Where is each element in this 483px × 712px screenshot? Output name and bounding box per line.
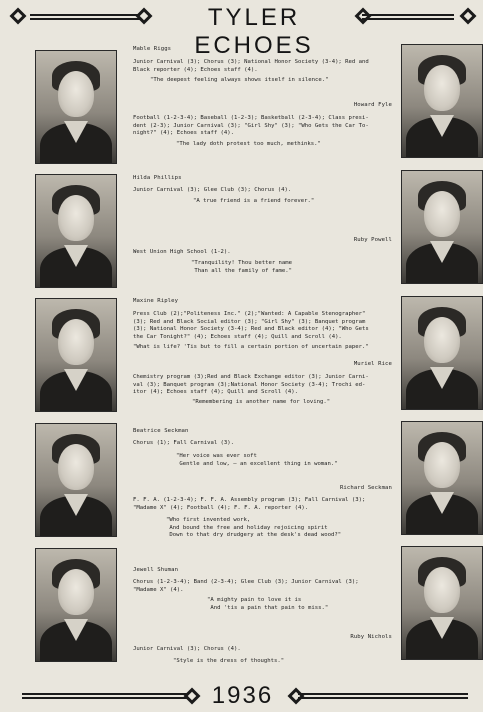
student-quote: "Who first invented work, And bound the free and holiday rejoicing spirit Down to that dry drudgery at the desk's dead wood?" xyxy=(166,517,342,538)
portrait-jewell-shuman xyxy=(35,548,117,662)
header-ornament-left-outer-icon xyxy=(10,8,27,25)
page-year: 1936 xyxy=(211,682,274,709)
portrait-ruby-nichols xyxy=(401,546,483,660)
footer-rule-right xyxy=(298,693,468,699)
student-quote: "What is life? 'Tis but to fill a certain portion of uncertain paper." xyxy=(133,344,369,350)
student-activities: Chorus (1); Fall Carnival (3). xyxy=(133,440,235,446)
student-activities: Chorus (1-2-3-4); Band (2-3-4); Glee Club (3); Junior Carnival (3); "Madame X" (4). xyxy=(133,579,359,593)
student-name: Richard Seckman xyxy=(339,485,392,491)
footer-rule-left xyxy=(22,693,194,699)
student-activities: F. F. A. (1-2-3-4); F. F. A. Assembly program (3); Fall Carnival (3); "Madame X" (4); Football (4); F. F. A. reporter (4). xyxy=(133,497,366,511)
portrait-maxine-ripley xyxy=(35,298,117,412)
portrait-richard-seckman xyxy=(401,421,483,535)
student-activities: Junior Carnival (3); Glee Club (3); Chorus (4). xyxy=(133,187,292,193)
student-quote: "The lady doth protest too much, methinks." xyxy=(176,141,321,147)
portrait-muriel-rice xyxy=(401,296,483,410)
student-quote: "Style is the dress of thoughts." xyxy=(173,658,285,664)
student-name: Howard Fyle xyxy=(353,102,392,108)
portrait-howard-fyle xyxy=(401,44,483,158)
student-quote: "Tranquility! Thou better name Than all the family of fame." xyxy=(191,260,293,274)
student-name: Muriel Rice xyxy=(353,361,392,367)
student-activities: West Union High School (1-2). xyxy=(133,249,231,255)
portrait-ruby-powell xyxy=(401,170,483,284)
portrait-hilda-phillips xyxy=(35,174,117,288)
student-quote: "A mighty pain to love it is And 'tis a pain that pain to miss." xyxy=(207,597,329,611)
student-activities: Junior Carnival (3); Chorus (3); National Honor Society (3-4); Red and Black reporter (4); Echoes staff (4). xyxy=(133,59,369,73)
student-quote: "The deepest feeling always shows itself in silence." xyxy=(150,77,329,83)
footer-ornament-left-icon xyxy=(184,688,201,705)
student-name: Beatrice Seckman xyxy=(133,428,189,434)
portrait-beatrice-seckman xyxy=(35,423,117,537)
header-rule-left xyxy=(30,14,148,20)
header-ornament-right-outer-icon xyxy=(460,8,477,25)
student-name: Hilda Phillips xyxy=(133,175,182,181)
portrait-mable-riggs xyxy=(35,50,117,164)
student-name: Ruby Powell xyxy=(353,237,392,243)
student-name: Mable Riggs xyxy=(133,46,172,52)
student-quote: "Remembering is another name for loving." xyxy=(192,399,331,405)
student-quote: "Her voice was ever soft Gentle and low, — an excellent thing in woman." xyxy=(176,453,338,467)
student-name: Ruby Nichols xyxy=(350,634,392,640)
header-rule-right xyxy=(362,14,454,20)
student-name: Jewell Shuman xyxy=(133,567,179,573)
header-ornament-left-inner-icon xyxy=(136,8,153,25)
student-quote: "A true friend is a friend forever." xyxy=(193,198,315,204)
student-activities: Chemistry program (3);Red and Black Exchange editor (3); Junior Carni- val (3); Banquet program (3);National Honor Society (3-4); Trochi ed- itor (4); Echoes staff (4); Quill and Scroll (4). xyxy=(133,374,369,395)
student-activities: Press Club (2);"Politeness Inc." (2);"Wanted: A Capable Stenographer" (3); Red and Black Social editor (3); "Girl Shy" (3); Banquet program (3); National Honor Society (3-4); Red and Black editor (4); "Who Gets the Car Tonight?" (4); Echoes staff (4); Quill and Scroll (4). xyxy=(133,311,369,340)
student-activities: Junior Carnival (3); Chorus (4). xyxy=(133,646,241,652)
student-name: Maxine Ripley xyxy=(133,298,179,304)
page-title: TYLER ECHOES xyxy=(194,4,314,59)
student-activities: Football (1-2-3-4); Baseball (1-2-3); Basketball (2-3-4); Class presi- dent (2-3); Junior Carnival (3); "Girl Shy" (3); "Who Gets the Car To- night?" (4); Echoes staff (4). xyxy=(133,115,369,136)
